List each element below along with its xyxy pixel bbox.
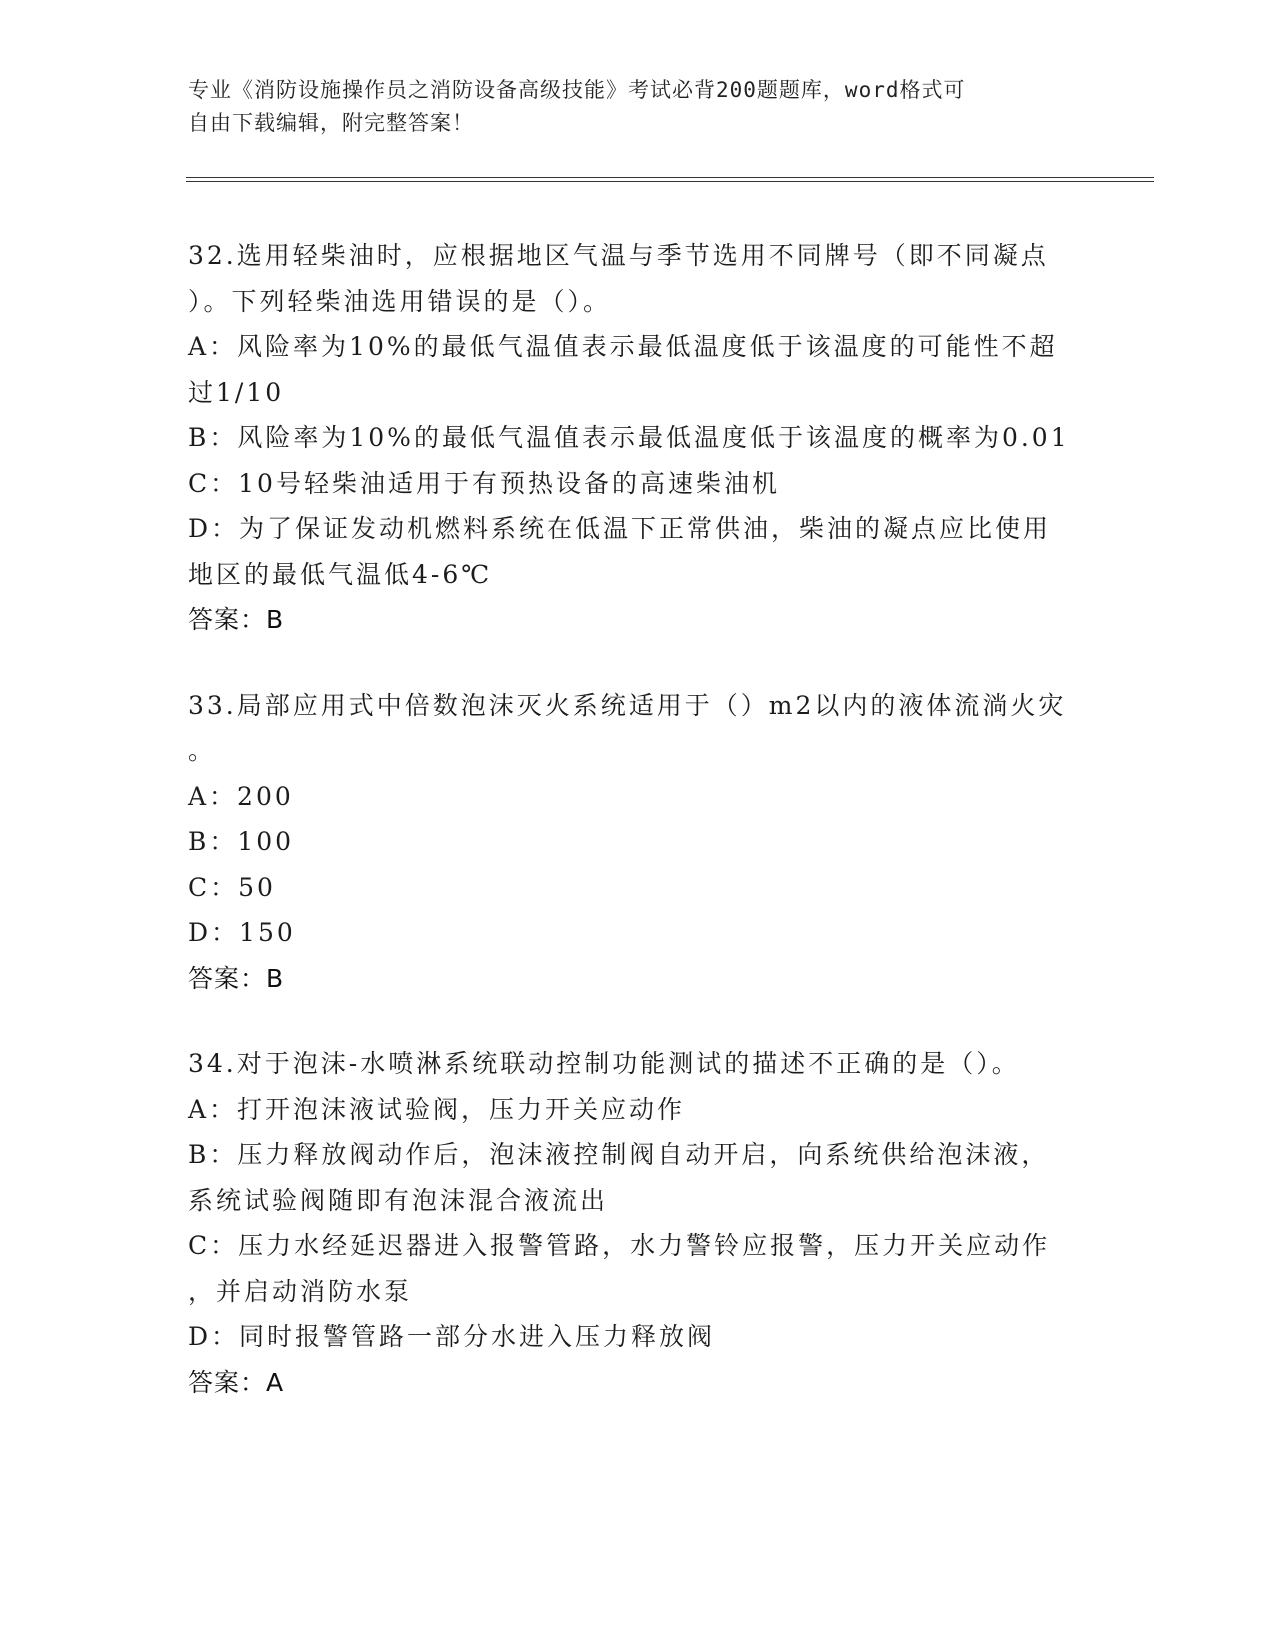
header-line-1: 专业《消防设施操作员之消防设备高级技能》考试必背200题题库，word格式可	[188, 78, 966, 102]
question-33-option-c: C：50	[188, 872, 276, 902]
question-34-option-c-2: ，并启动消防水泵	[188, 1276, 413, 1306]
question-34-option-c-1: C：压力水经延迟器进入报警管路，水力警铃应报警，压力开关应动作	[188, 1231, 1051, 1260]
question-33-option-a: A：200	[188, 781, 294, 811]
question-32-stem-1: 32.选用轻柴油时，应根据地区气温与季节选用不同牌号（即不同凝点	[188, 241, 1049, 270]
question-33-option-d: D：150	[188, 918, 296, 947]
question-32-answer: 答案：B	[188, 605, 285, 634]
question-33-stem-2: 。	[188, 736, 217, 765]
question-33-stem-1: 33.局部应用式中倍数泡沫灭火系统适用于（）m2以内的液体流淌火灾	[188, 690, 1067, 720]
page-header	[188, 74, 1088, 140]
question-33	[188, 683, 1088, 1002]
question-32	[188, 233, 1088, 643]
question-32-option-a-1: A：风险率为10%的最低气温值表示最低温度低于该温度的可能性不超	[188, 332, 1058, 361]
question-32-option-c: C：10号轻柴油适用于有预热设备的高速柴油机	[188, 468, 780, 498]
header-divider	[186, 177, 1154, 182]
question-34-stem: 34.对于泡沫-水喷淋系统联动控制功能测试的描述不正确的是（）。	[188, 1049, 1020, 1078]
question-32-option-d-2: 地区的最低气温低4-6℃	[188, 559, 493, 589]
question-32-option-b: B：风险率为10%的最低气温值表示最低温度低于该温度的概率为0.01	[188, 423, 1070, 452]
question-34-option-a: A：打开泡沫液试验阀，压力开关应动作	[188, 1094, 686, 1124]
question-34	[188, 1041, 1088, 1405]
question-32-option-d-1: D：为了保证发动机燃料系统在低温下正常供油，柴油的凝点应比使用	[188, 514, 1052, 543]
question-34-option-d: D：同时报警管路一部分水进入压力释放阀	[188, 1322, 716, 1351]
question-34-answer: 答案：A	[188, 1367, 285, 1397]
question-33-option-b: B：100	[188, 827, 295, 856]
question-list	[188, 233, 1088, 1445]
header-line-2: 自由下载编辑，附完整答案！	[188, 111, 474, 135]
question-32-stem-2: ）。下列轻柴油选用错误的是（）。	[188, 286, 612, 316]
question-32-option-a-2: 过1/10	[188, 377, 285, 407]
question-34-option-b-1: B：压力释放阀动作后，泡沫液控制阀自动开启，向系统供给泡沫液，	[188, 1140, 1050, 1169]
question-34-option-b-2: 系统试验阀随即有泡沫混合液流出	[188, 1185, 609, 1215]
question-33-answer: 答案：B	[188, 963, 285, 993]
